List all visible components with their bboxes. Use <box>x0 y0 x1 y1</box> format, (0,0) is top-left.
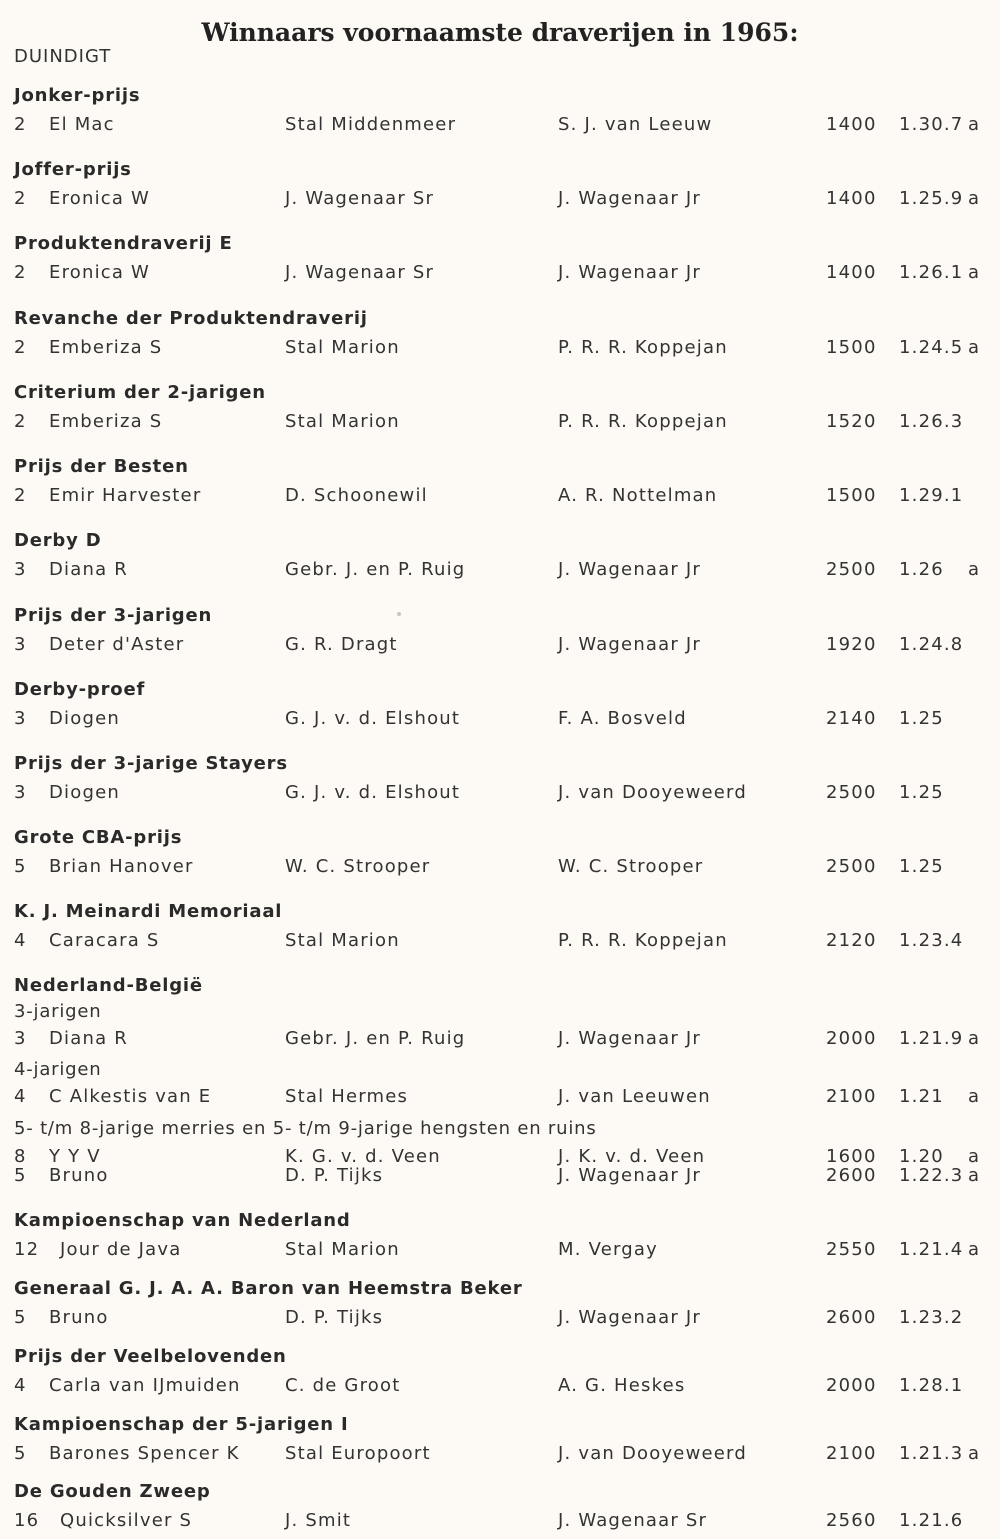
age-cell: 16 <box>14 1510 40 1531</box>
owner-cell: G. J. v. d. Elshout <box>285 708 461 729</box>
distance-cell: 2500 <box>826 856 877 877</box>
horse-cell: Deter d'Aster <box>49 634 185 655</box>
mark-cell: a <box>968 1086 981 1107</box>
owner-cell: D. Schoonewil <box>285 485 428 506</box>
horse-cell: Caracara S <box>49 930 160 951</box>
mark-cell: a <box>968 188 981 209</box>
horse-cell: Diana R <box>49 559 128 580</box>
horse-cell: Eronica W <box>49 262 151 283</box>
race-title: Revanche der Produktendraverij <box>14 308 368 329</box>
race-title: K. J. Meinardi Memoriaal <box>14 901 283 922</box>
distance-cell: 2000 <box>826 1375 877 1396</box>
mark-cell: a <box>968 1165 981 1186</box>
driver-cell: F. A. Bosveld <box>558 708 687 729</box>
driver-cell: J. Wagenaar Sr <box>558 1510 708 1531</box>
time-cell: 1.25 <box>899 782 944 803</box>
table-row <box>0 1086 1000 1110</box>
distance-cell: 1400 <box>826 262 877 283</box>
horse-cell: Emir Harvester <box>49 485 202 506</box>
horse-cell: Emberiza S <box>49 337 163 358</box>
distance-cell: 1500 <box>826 485 877 506</box>
age-cell: 3 <box>14 708 27 729</box>
distance-cell: 2500 <box>826 782 877 803</box>
owner-cell: Gebr. J. en P. Ruig <box>285 1028 466 1049</box>
age-cell: 5 <box>14 856 27 877</box>
age-cell: 4 <box>14 1086 27 1107</box>
table-row <box>0 1239 1000 1263</box>
table-row <box>0 782 1000 806</box>
mark-cell: a <box>968 1028 981 1049</box>
driver-cell: S. J. van Leeuw <box>558 114 713 135</box>
time-cell: 1.21.4 <box>899 1239 964 1260</box>
horse-cell: Carla van IJmuiden <box>49 1375 241 1396</box>
distance-cell: 1400 <box>826 114 877 135</box>
driver-cell: J. Wagenaar Jr <box>558 1165 702 1186</box>
horse-cell: Diana R <box>49 1028 128 1049</box>
age-cell: 4 <box>14 1375 27 1396</box>
table-row <box>0 188 1000 212</box>
owner-cell: J. Smit <box>285 1510 352 1531</box>
driver-cell: J. K. v. d. Veen <box>558 1146 706 1167</box>
race-title: Prijs der 3-jarige Stayers <box>14 753 288 774</box>
owner-cell: Stal Europoort <box>285 1443 431 1464</box>
age-cell: 4 <box>14 930 27 951</box>
horse-cell: Quicksilver S <box>60 1510 193 1531</box>
age-cell: 3 <box>14 782 27 803</box>
race-title: Prijs der 3-jarigen <box>14 605 213 626</box>
time-cell: 1.25 <box>899 856 944 877</box>
table-row <box>0 411 1000 435</box>
table-row <box>0 114 1000 138</box>
owner-cell: Stal Middenmeer <box>285 114 457 135</box>
time-cell: 1.24.5 <box>899 337 964 358</box>
age-cell: 8 <box>14 1146 27 1167</box>
time-cell: 1.21.9 <box>899 1028 964 1049</box>
table-row <box>0 485 1000 509</box>
mark-cell: a <box>968 337 981 358</box>
mark-cell: a <box>968 1443 981 1464</box>
distance-cell: 2140 <box>826 708 877 729</box>
age-cell: 3 <box>14 1028 27 1049</box>
horse-cell: Emberiza S <box>49 411 163 432</box>
mark-cell: a <box>968 114 981 135</box>
race-title: Grote CBA-prijs <box>14 827 183 848</box>
age-cell: 5 <box>14 1443 27 1464</box>
time-cell: 1.20 <box>899 1146 944 1167</box>
owner-cell: Stal Marion <box>285 1239 400 1260</box>
mark-cell: a <box>968 559 981 580</box>
distance-cell: 2120 <box>826 930 877 951</box>
distance-cell: 1520 <box>826 411 877 432</box>
owner-cell: Stal Hermes <box>285 1086 409 1107</box>
race-title: Kampioenschap der 5-jarigen I <box>14 1414 349 1435</box>
owner-cell: Stal Marion <box>285 930 400 951</box>
horse-cell: Diogen <box>49 782 120 803</box>
distance-cell: 1500 <box>826 337 877 358</box>
driver-cell: J. Wagenaar Jr <box>558 188 702 209</box>
distance-cell: 1400 <box>826 188 877 209</box>
age-cell: 2 <box>14 188 27 209</box>
time-cell: 1.23.4 <box>899 930 964 951</box>
age-cell: 3 <box>14 634 27 655</box>
horse-cell: Barones Spencer K <box>49 1443 240 1464</box>
race-title: Criterium der 2-jarigen <box>14 382 266 403</box>
horse-cell: Eronica W <box>49 188 151 209</box>
age-cell: 2 <box>14 114 27 135</box>
time-cell: 1.25 <box>899 708 944 729</box>
table-row <box>0 1375 1000 1399</box>
table-row <box>0 1165 1000 1189</box>
owner-cell: K. G. v. d. Veen <box>285 1146 441 1167</box>
race-title: Jonker-prijs <box>14 85 141 106</box>
race-title: Derby-proef <box>14 679 146 700</box>
time-cell: 1.21 <box>899 1086 944 1107</box>
driver-cell: P. R. R. Koppejan <box>558 411 728 432</box>
race-title: Produktendraverij E <box>14 233 233 254</box>
distance-cell: 2100 <box>826 1086 877 1107</box>
distance-cell: 2600 <box>826 1165 877 1186</box>
horse-cell: Y Y V <box>49 1146 101 1167</box>
time-cell: 1.28.1 <box>899 1375 964 1396</box>
table-row <box>0 1307 1000 1331</box>
time-cell: 1.30.7 <box>899 114 964 135</box>
distance-cell: 2550 <box>826 1239 877 1260</box>
page-title: Winnaars voornaamste draverijen in 1965: <box>201 18 799 47</box>
driver-cell: A. R. Nottelman <box>558 485 718 506</box>
race-title: Nederland-België <box>14 975 203 996</box>
age-cell: 3 <box>14 559 27 580</box>
group-label: 4-jarigen <box>14 1059 102 1080</box>
time-cell: 1.26.3 <box>899 411 964 432</box>
race-title: Prijs der Veelbelovenden <box>14 1346 287 1367</box>
owner-cell: C. de Groot <box>285 1375 401 1396</box>
group-label: 3-jarigen <box>14 1001 102 1022</box>
group-label: 5- t/m 8-jarige merries en 5- t/m 9-jarige hengsten en ruins <box>14 1118 597 1139</box>
table-row <box>0 559 1000 583</box>
distance-cell: 2100 <box>826 1443 877 1464</box>
horse-cell: Jour de Java <box>60 1239 182 1260</box>
time-cell: 1.26.1 <box>899 262 964 283</box>
owner-cell: Stal Marion <box>285 337 400 358</box>
driver-cell: J. Wagenaar Jr <box>558 1307 702 1328</box>
time-cell: 1.23.2 <box>899 1307 964 1328</box>
time-cell: 1.25.9 <box>899 188 964 209</box>
race-title: Generaal G. J. A. A. Baron van Heemstra Beker <box>14 1278 523 1299</box>
driver-cell: A. G. Heskes <box>558 1375 686 1396</box>
driver-cell: J. Wagenaar Jr <box>558 559 702 580</box>
age-cell: 2 <box>14 262 27 283</box>
distance-cell: 2000 <box>826 1028 877 1049</box>
owner-cell: G. R. Dragt <box>285 634 398 655</box>
owner-cell: G. J. v. d. Elshout <box>285 782 461 803</box>
race-title: De Gouden Zweep <box>14 1481 211 1502</box>
table-row <box>0 930 1000 954</box>
driver-cell: J. Wagenaar Jr <box>558 634 702 655</box>
driver-cell: J. Wagenaar Jr <box>558 262 702 283</box>
table-row <box>0 856 1000 880</box>
age-cell: 2 <box>14 411 27 432</box>
driver-cell: J. van Dooyeweerd <box>558 782 747 803</box>
race-title: Joffer-prijs <box>14 159 132 180</box>
table-row <box>0 262 1000 286</box>
mark-cell: a <box>968 1146 981 1167</box>
distance-cell: 2600 <box>826 1307 877 1328</box>
driver-cell: J. van Leeuwen <box>558 1086 711 1107</box>
horse-cell: Diogen <box>49 708 120 729</box>
owner-cell: Gebr. J. en P. Ruig <box>285 559 466 580</box>
age-cell: 5 <box>14 1165 27 1186</box>
mark-cell: a <box>968 262 981 283</box>
horse-cell: C Alkestis van E <box>49 1086 212 1107</box>
horse-cell: El Mac <box>49 114 115 135</box>
table-row <box>0 337 1000 361</box>
time-cell: 1.22.3 <box>899 1165 964 1186</box>
distance-cell: 1600 <box>826 1146 877 1167</box>
driver-cell: P. R. R. Koppejan <box>558 930 728 951</box>
time-cell: 1.29.1 <box>899 485 964 506</box>
horse-cell: Brian Hanover <box>49 856 194 877</box>
driver-cell: P. R. R. Koppejan <box>558 337 728 358</box>
horse-cell: Bruno <box>49 1307 109 1328</box>
age-cell: 12 <box>14 1239 40 1260</box>
time-cell: 1.26 <box>899 559 944 580</box>
time-cell: 1.24.8 <box>899 634 964 655</box>
mark-cell: a <box>968 1239 981 1260</box>
table-row <box>0 634 1000 658</box>
time-cell: 1.21.3 <box>899 1443 964 1464</box>
age-cell: 2 <box>14 337 27 358</box>
age-cell: 5 <box>14 1307 27 1328</box>
horse-cell: Bruno <box>49 1165 109 1186</box>
distance-cell: 1920 <box>826 634 877 655</box>
distance-cell: 2500 <box>826 559 877 580</box>
race-title: Prijs der Besten <box>14 456 189 477</box>
owner-cell: D. P. Tijks <box>285 1307 384 1328</box>
owner-cell: D. P. Tijks <box>285 1165 384 1186</box>
age-cell: 2 <box>14 485 27 506</box>
owner-cell: J. Wagenaar Sr <box>285 262 435 283</box>
print-speck <box>397 612 401 616</box>
driver-cell: J. Wagenaar Jr <box>558 1028 702 1049</box>
time-cell: 1.21.6 <box>899 1510 964 1531</box>
distance-cell: 2560 <box>826 1510 877 1531</box>
race-title: Kampioenschap van Nederland <box>14 1210 351 1231</box>
table-row <box>0 708 1000 732</box>
table-row <box>0 1028 1000 1052</box>
owner-cell: J. Wagenaar Sr <box>285 188 435 209</box>
section-heading: DUINDIGT <box>14 46 112 67</box>
driver-cell: M. Vergay <box>558 1239 658 1260</box>
driver-cell: W. C. Strooper <box>558 856 704 877</box>
race-title: Derby D <box>14 530 102 551</box>
table-row <box>0 1443 1000 1467</box>
owner-cell: W. C. Strooper <box>285 856 431 877</box>
driver-cell: J. van Dooyeweerd <box>558 1443 747 1464</box>
owner-cell: Stal Marion <box>285 411 400 432</box>
table-row <box>0 1510 1000 1534</box>
